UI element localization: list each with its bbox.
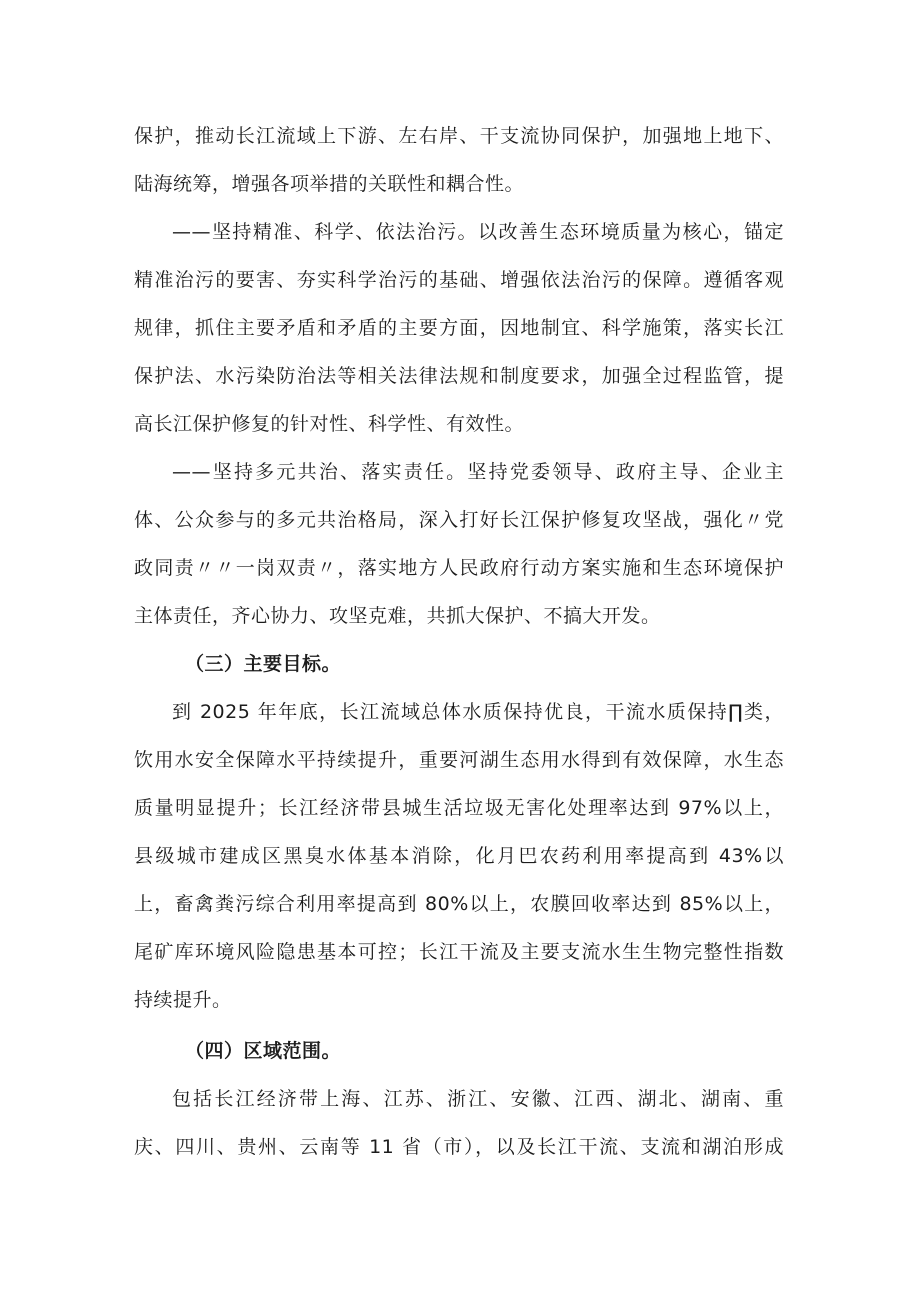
paragraph-line: 持续提升。 <box>134 989 232 1011</box>
paragraph-line: 保护，推动长江流域上下游、左右岸、干支流协同保护，加强地上地下、 <box>134 125 784 147</box>
paragraph-line: 高长江保护修复的针对性、科学性、有效性。 <box>134 413 525 435</box>
paragraph-line: 饮用水安全保障水平持续提升，重要河湖生态用水得到有效保障，水生态 <box>134 749 784 771</box>
paragraph-line: ——坚持精准、科学、依法治污。以改善生态环境质量为核心，锚定 <box>172 221 784 243</box>
paragraph-line: 上，畜禽粪污综合利用率提高到 80%以上，农膜回收率达到 85%以上， <box>134 893 784 915</box>
section-heading-scope: （四）区域范围。 <box>185 1040 342 1062</box>
paragraph-line: 体、公众参与的多元共治格局，深入打好长江保护修复攻坚战，强化〃党 <box>134 509 784 531</box>
paragraph-line: 县级城市建成区黑臭水体基本消除，化月巴农药利用率提高到 43%以 <box>134 845 784 867</box>
paragraph-line: 到 2025 年年底，长江流域总体水质保持优良，干流水质保持∏类， <box>172 701 784 723</box>
paragraph-line: 主体责任，齐心协力、攻坚克难，共抓大保护、不搞大开发。 <box>134 605 661 627</box>
paragraph-line: 精准治污的要害、夯实科学治污的基础、增强依法治污的保障。遵循客观 <box>134 269 784 291</box>
paragraph-line: 保护法、水污染防治法等相关法律法规和制度要求，加强全过程监管，提 <box>134 365 784 387</box>
paragraph-line: 庆、四川、贵州、云南等 11 省（市），以及长江干流、支流和湖泊形成 <box>134 1136 784 1158</box>
paragraph-line: 尾矿库环境风险隐患基本可控；长江干流及主要支流水生生物完整性指数 <box>134 941 784 963</box>
paragraph-line: 质量明显提升；长江经济带县城生活垃圾无害化处理率达到 97%以上， <box>134 797 784 819</box>
section-heading-targets: （三）主要目标。 <box>185 653 342 675</box>
paragraph-line: 陆海统筹，增强各项举措的关联性和耦合性。 <box>134 173 525 195</box>
paragraph-line: 包括长江经济带上海、江苏、浙江、安徽、江西、湖北、湖南、重 <box>172 1088 784 1110</box>
paragraph-line: ——坚持多元共治、落实责任。坚持党委领导、政府主导、企业主 <box>172 461 784 483</box>
paragraph-line: 政同责〃〃一岗双责〃，落实地方人民政府行动方案实施和生态环境保护 <box>134 557 784 579</box>
paragraph-line: 规律，抓住主要矛盾和矛盾的主要方面，因地制宜、科学施策，落实长江 <box>134 317 784 339</box>
